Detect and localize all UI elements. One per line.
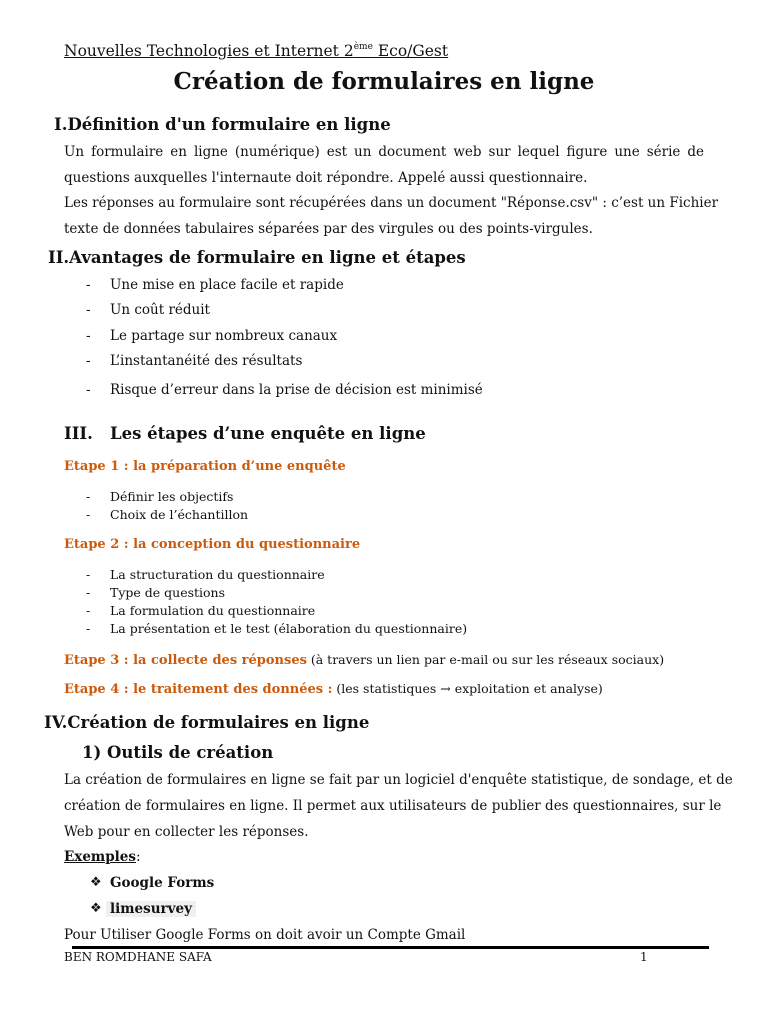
gmail-note: Pour Utiliser Google Forms on doit avoir un Compte Gmail	[64, 927, 466, 943]
examples-colon: :	[135, 849, 141, 865]
example-item-limesurvey: ❖ limesurvey	[90, 901, 196, 917]
section4-line-3: Web pour en collecter les réponses.	[64, 824, 309, 840]
diamond-bullet-icon: ❖	[90, 875, 102, 890]
header-superscript: ème	[353, 42, 373, 52]
step1-label: Etape 1 : la préparation d’une enquête	[64, 459, 346, 474]
section4-subheading: 1) Outils de création	[82, 743, 274, 762]
section4-heading: IV.Création de formulaires en ligne	[44, 713, 370, 732]
step3-label: Etape 3 : la collecte des réponses	[64, 653, 307, 668]
section3-heading: Les étapes d’une enquête en ligne	[110, 424, 426, 443]
section4-line-2: création de formulaires en ligne. Il permet aux utilisateurs de publier des questionnaires, sur le	[64, 798, 722, 814]
section2-heading: II.Avantages de formulaire en ligne et étapes	[48, 248, 466, 267]
examples-heading	[64, 849, 141, 865]
section1-heading: I.Définition d'un formulaire en ligne	[54, 115, 391, 134]
header-suffix: Eco/Gest	[372, 42, 449, 60]
footer-rule	[72, 946, 709, 949]
section1-line-3: Les réponses au formulaire sont récupérées dans un document "Réponse.csv" : c’est un Fichier	[64, 195, 719, 211]
section1-line-1: Un formulaire en ligne (numérique) est un document web sur lequel figure une série de	[64, 144, 704, 160]
document-header	[64, 42, 448, 60]
section1-line-2: questions auxquelles l'internaute doit répondre. Appelé aussi questionnaire.	[64, 170, 588, 186]
step4	[64, 681, 603, 697]
examples-label: Exemples	[64, 849, 136, 865]
step4-label: Etape 4 : le traitement des données :	[64, 682, 333, 697]
diamond-bullet-icon: ❖	[90, 901, 102, 916]
header-prefix: Nouvelles Technologies et Internet 2	[64, 42, 354, 60]
step3	[64, 652, 664, 668]
section4-line-1: La création de formulaires en ligne se fait par un logiciel d'enquête statistique, de sondage, et de	[64, 772, 733, 788]
page-number: 1	[640, 950, 648, 964]
page-title: Création de formulaires en ligne	[173, 68, 595, 95]
step4-detail: (les statistiques → exploitation et analyse)	[332, 681, 603, 696]
example-item-google-forms: ❖ Google Forms	[90, 875, 215, 891]
step2-label: Etape 2 : la conception du questionnaire	[64, 537, 361, 552]
step3-detail: (à travers un lien par e-mail ou sur les réseaux sociaux)	[306, 652, 665, 667]
section1-line-4: texte de données tabulaires séparées par des virgules ou des points-virgules.	[64, 221, 593, 237]
section3-number: III.	[64, 424, 93, 443]
footer-author: BEN ROMDHANE SAFA	[64, 950, 212, 964]
